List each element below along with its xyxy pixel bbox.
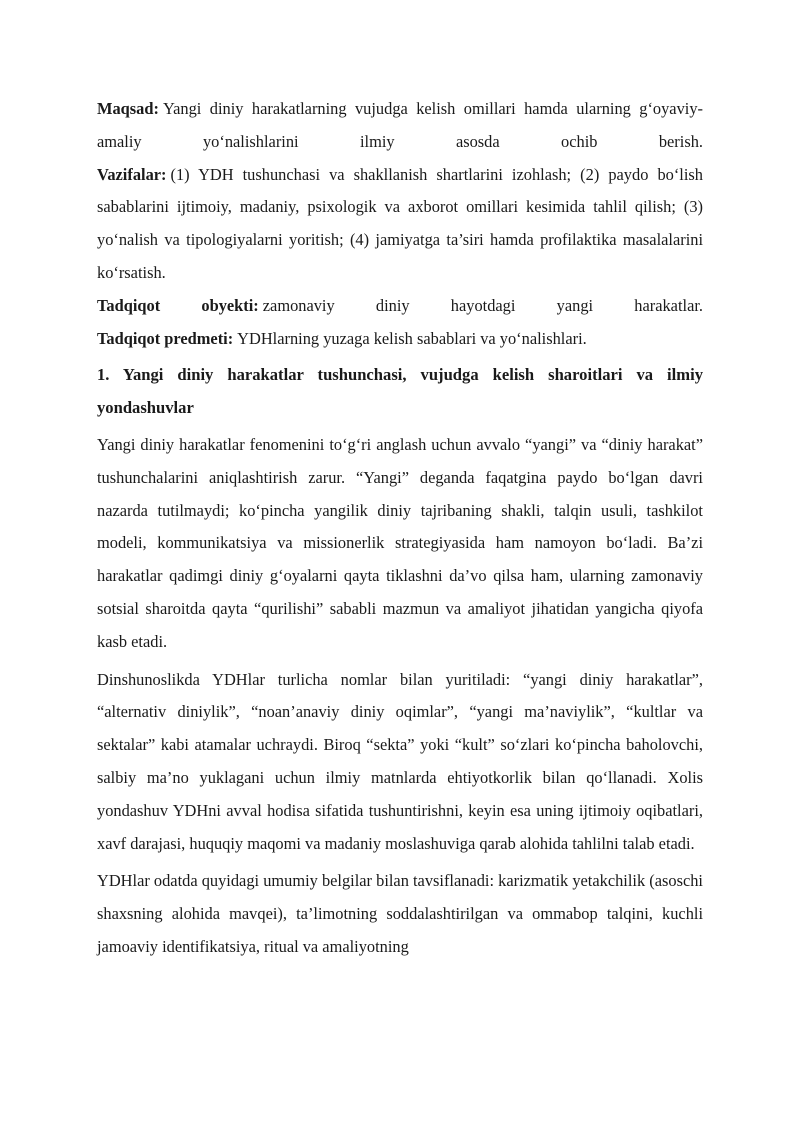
obyekt-label: Tadqiqot obyekti:	[97, 295, 259, 315]
maqsad-label: Maqsad:	[97, 99, 159, 118]
predmet-text: YDHlarning yuzaga kelish sabablari va yo‘nalishlari.	[237, 328, 587, 348]
document-page	[97, 93, 703, 969]
maqsad-text: Yangi diniy harakatlarning vujudga kelish omillari hamda ularning g‘oyaviy-amaliy yo‘nalishlarini ilmiy asosda ochib berish.	[97, 99, 703, 151]
body-paragraph: Yangi diniy harakatlar fenomenini to‘g‘ri anglash uchun avvalo “yangi” va “diniy harakat” tushunchalarini aniqlashtirish zarur. “Yangi” deganda faqatgina paydo bo‘lgan davri nazarda tutilmaydi; ko‘pincha yangilik diniy tajribaning shakli, talqin usuli, tashkilot modeli, kommunikatsiya va missionerlik strategiyasida ham namoyon bo‘ladi. Ba’zi harakatlar qadimgi diniy g‘oyalarni qayta tiklashni da’vo qilsa ham, ularning zamonaviy sotsial sharoitda qayta “qurilishi” sababli mazmun va amaliyot jihatidan yangicha qiyofa kasb etadi.	[97, 434, 703, 651]
vazifalar-label: Vazifalar:	[97, 164, 167, 184]
obyekt-paragraph	[97, 290, 703, 323]
predmet-paragraph	[97, 323, 703, 356]
body-paragraph: Dinshunoslikda YDHlar turlicha nomlar bilan yuritiladi: “yangi diniy harakatlar”, “alternativ diniylik”, “noan’anaviy diniy oqimlar”, “yangi ma’naviylik”, “kultlar va sektalar” kabi atamalar uchraydi. Biroq “sekta” yoki “kult” so‘zlari ko‘pincha baholovchi, salbiy ma’no yuklagani uchun ilmiy matnlarda ehtiyotkorlik bilan qo‘llanadi. Xolis yondashuv YDHni avval hodisa sifatida tushuntirishni, keyin esa uning ijtimoiy oqibatlari, xavf darajasi, huquqiy maqomi va madaniy moslashuviga qarab alohida tahlilni talab etadi.	[97, 669, 703, 853]
section-heading: 1. Yangi diniy harakatlar tushunchasi, vujudga kelish sharoitlari va ilmiy yondashuvlar	[97, 365, 703, 418]
intro-block	[97, 93, 703, 355]
obyekt-text: zamonaviy diniy hayotdagi yangi harakatlar.	[262, 295, 703, 315]
predmet-label: Tadqiqot predmeti:	[97, 328, 234, 348]
vazifalar-text: (1) YDH tushunchasi va shakllanish shartlarini izohlash; (2) paydo bo‘lish sabablarini ijtimoiy, madaniy, psixologik va axborot omillari kesimida tahlil qilish; (3) yo‘nalish va tipologiyalarni yoritish; (4) jamiyatga ta’siri hamda profilaktika masalalarini ko‘rsatish.	[97, 164, 703, 282]
vazifalar-paragraph	[97, 159, 703, 290]
body-paragraph: YDHlar odatda quyidagi umumiy belgilar bilan tavsiflanadi: karizmatik yetakchilik (asoschi shaxsning alohida mavqei), ta’limotning soddalashtirilgan va ommabop talqini, kuchli jamoaviy identifikatsiya, ritual va amaliyotning	[97, 871, 703, 956]
maqsad-paragraph	[97, 93, 703, 159]
